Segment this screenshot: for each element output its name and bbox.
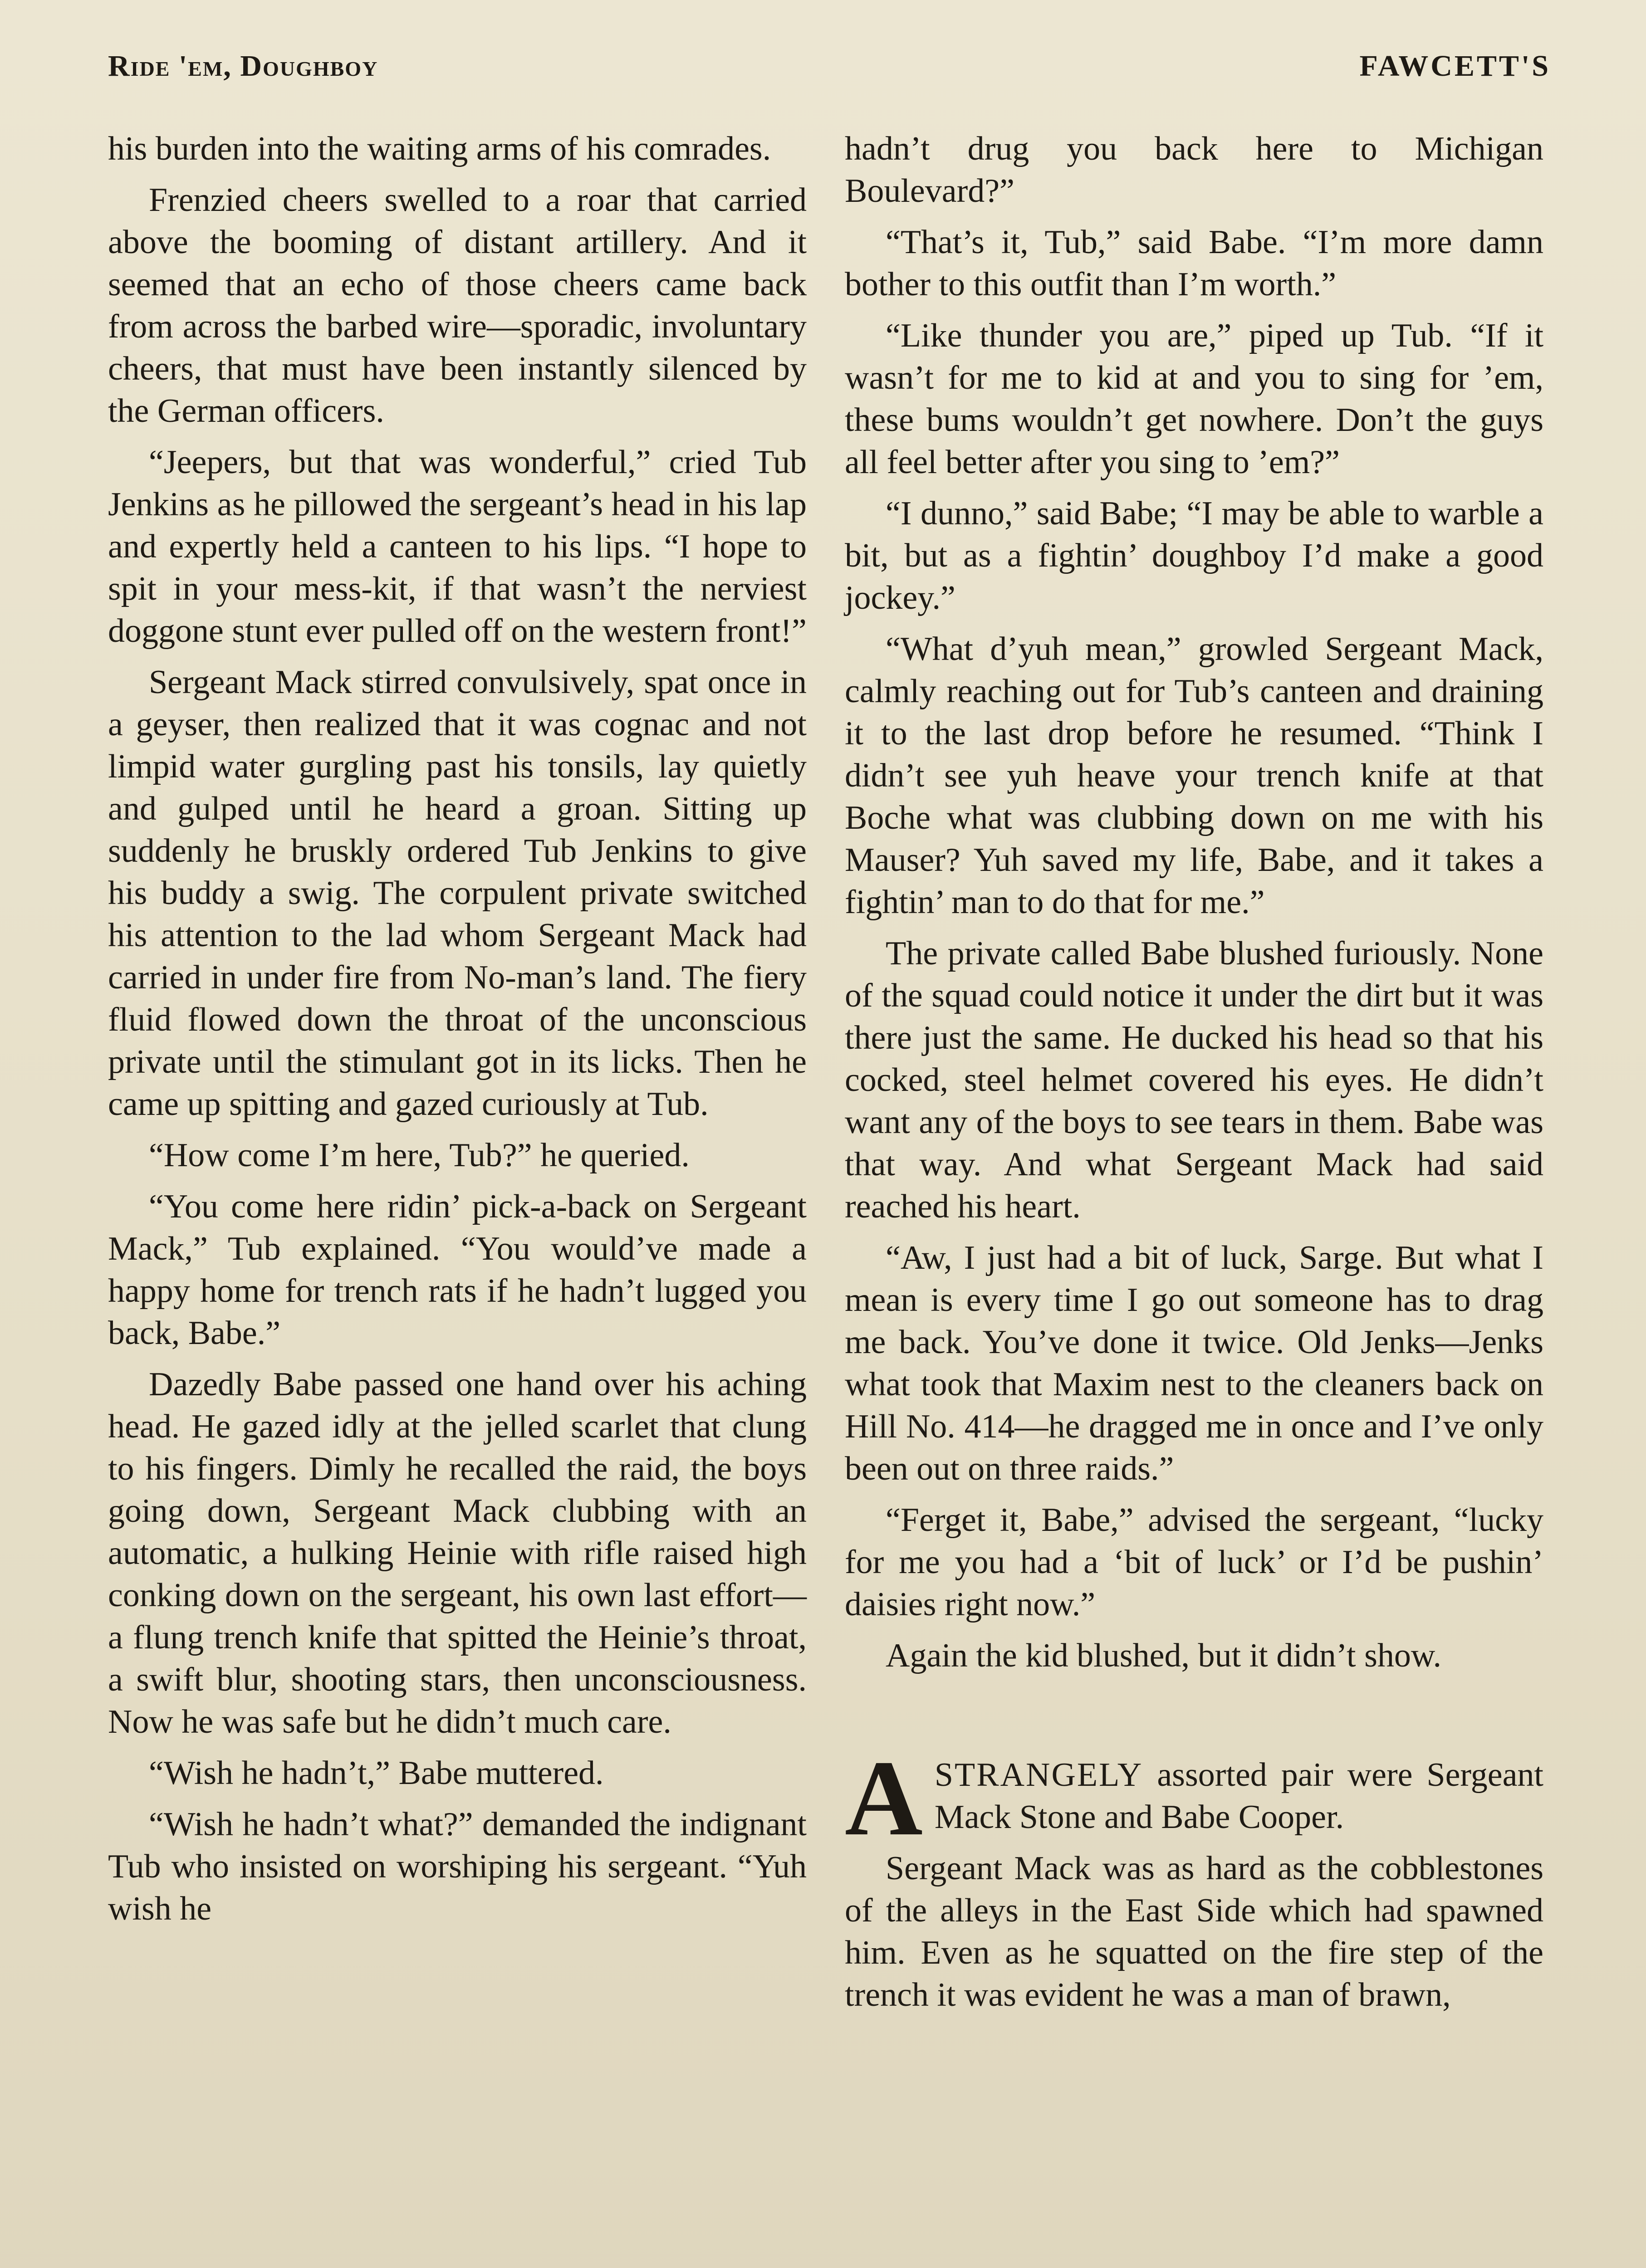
paragraph: “Aw, I just had a bit of luck, Sarge. But what I mean is every time I go out someone has to drag me back. You’ve done it twice. Old Jenks—Jenks what took that Maxim nest to the cleaners back on Hill No. 414—he dragged me in once and I’ve only been out on three raids.”	[845, 1239, 1543, 1487]
paragraph: “Jeepers, but that was wonderful,” cried Tub Jenkins as he pillowed the sergeant’s head in his lap and expertly held a canteen to his lips. “I hope to spit in your mess-kit, if that wasn’t the nerviest doggone stunt ever pulled off on the western front!”	[108, 444, 807, 650]
paragraph: “I dunno,” said Babe; “I may be able to warble a bit, but as a fightin’ doughboy I’d make a good jockey.”	[845, 495, 1543, 616]
running-head	[108, 49, 1551, 90]
lead-in-caps: STRANGELY	[934, 1756, 1143, 1794]
paragraph: Again the kid blushed, but it didn’t show.	[886, 1637, 1442, 1674]
paragraph: Dazedly Babe passed one hand over his aching head. He gazed idly at the jelled scarlet that clung to his fingers. Dimly he recalled the raid, the boys going down, Sergeant Mack clubbing with an automatic, a hulking Heinie with rifle raised high conking down on the sergeant, his own last effort—a flung trench knife that spitted the Heinie’s throat, a swift blur, shooting stars, then unconsciousness. Now he was safe but he didn’t much care.	[108, 1366, 807, 1740]
magazine-title: FAWCETT'S	[1359, 49, 1551, 83]
paragraph: “That’s it, Tub,” said Babe. “I’m more damn bother to this outfit than I’m worth.”	[845, 224, 1543, 303]
paragraph: “Ferget it, Babe,” advised the sergeant, “lucky for me you had a ‘bit of luck’ or I’d be pushin’ daisies right now.”	[845, 1501, 1543, 1623]
paragraph: “What d’yuh mean,” growled Sergeant Mack, calmly reaching out for Tub’s canteen and draining it to the last drop before he resumed. “Think I didn’t see yuh heave your trench knife at that Boche what was clubbing down on me with his Mauser? Yuh saved my life, Babe, and it takes a fightin’ man to do that for me.”	[845, 631, 1543, 921]
paragraph: “Wish he hadn’t what?” demanded the indignant Tub who insisted on worshiping his sergeant. “Yuh wish he	[108, 1806, 807, 1927]
paragraph: his burden into the waiting arms of his comrades.	[108, 130, 771, 167]
paragraph: “How come I’m here, Tub?” he queried.	[149, 1137, 690, 1174]
section-opening-paragraph	[845, 1739, 1543, 1858]
right-column	[845, 128, 1543, 2025]
paragraph: Sergeant Mack was as hard as the cobblestones of the alleys in the East Side which had spawned him. Even as he squatted on the fire step of the trench it was evident he was a man of brawn,	[845, 1850, 1543, 2014]
paragraph-text: assorted pair were Sergeant Mack Stone and Babe Cooper.	[934, 1756, 1543, 1836]
paragraph: “Wish he hadn’t,” Babe muttered.	[149, 1755, 604, 1792]
paragraph: “You come here ridin’ pick-a-back on Sergeant Mack,” Tub explained. “You would’ve made a happy home for trench rats if he hadn’t lugged you back, Babe.”	[108, 1188, 807, 1352]
drop-cap: A	[845, 1739, 923, 1858]
paragraph: The private called Babe blushed furiously. None of the squad could notice it under the dirt but it was there just the same. He ducked his head so that his cocked, steel helmet covered his eyes. He didn’t want any of the boys to see tears in them. Babe was that way. And what Sergeant Mack had said reached his heart.	[845, 935, 1543, 1225]
paragraph: “Like thunder you are,” piped up Tub. “If it wasn’t for me to kid at and you to sing for ’em, these bums wouldn’t get nowhere. Don’t the guys all feel better after you sing to ’em?”	[845, 317, 1543, 481]
left-column	[108, 128, 807, 1939]
paragraph: Frenzied cheers swelled to a roar that carried above the booming of distant artillery. And it seemed that an echo of those cheers came back from across the barbed wire—sporadic, involuntary cheers, that must have been instantly silenced by the German officers.	[108, 181, 807, 430]
paragraph: hadn’t drug you back here to Michigan Boulevard?”	[845, 130, 1543, 210]
story-title: Ride 'em, Doughboy	[108, 49, 378, 83]
paragraph: Sergeant Mack stirred convulsively, spat once in a geyser, then realized that it was cognac and not limpid water gurgling past his tonsils, lay quietly and gulped until he heard a groan. Sitting up suddenly he bruskly ordered Tub Jenkins to give his buddy a swig. The corpulent private switched his attention to the lad whom Sergeant Mack had carried in under fire from No-man’s land. The fiery fluid flowed down the throat of the unconscious private until the stimulant got in its licks. Then he came up spitting and gazed curiously at Tub.	[108, 664, 807, 1123]
section-break	[845, 1686, 1543, 1754]
